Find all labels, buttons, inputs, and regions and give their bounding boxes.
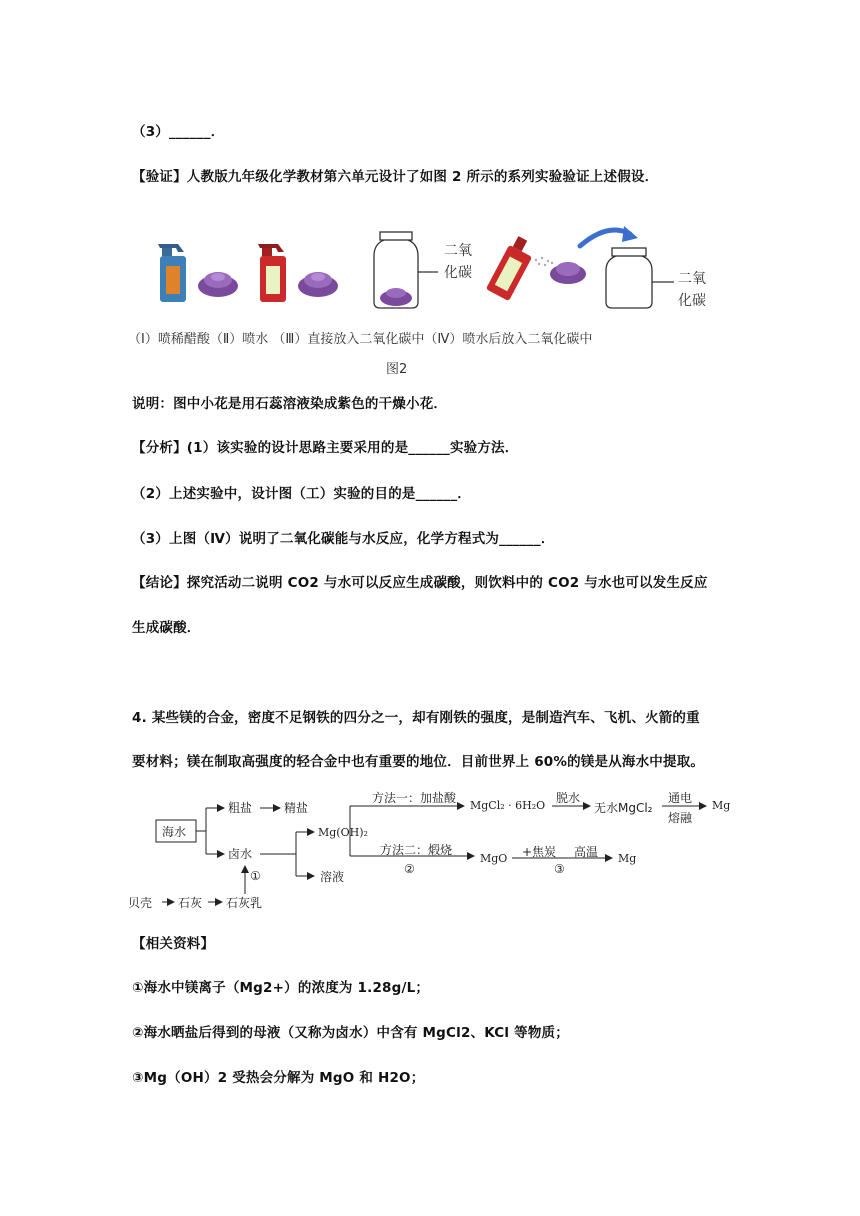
jar-4-icon	[606, 248, 674, 308]
conclusion-line-2: 生成碳酸．	[132, 620, 201, 636]
high-temp-label: 高温	[574, 845, 599, 859]
step-1-marker: ①	[250, 869, 261, 883]
flower-2-icon	[298, 272, 338, 297]
conclusion-line-1: 【结论】探究活动二说明 CO2 与水可以反应生成碳酸，则饮料中的 CO2 与水也可以发生反应	[132, 575, 708, 591]
jar-3-label-line1: 二氧	[444, 243, 472, 259]
jar-4-label-line1: 二氧	[678, 271, 706, 287]
coke-label: +焦炭	[522, 845, 557, 859]
mg-hydroxide: Mg(OH)₂	[318, 826, 368, 839]
dehydrate-label: 脱水	[556, 791, 581, 805]
question-4-line-2: 要材料；镁在制取高强度的轻合金中也有重要的地位．目前世界上 60%的镁是从海水中提取。	[132, 754, 705, 770]
info-2-line: ②海水晒盐后得到的母液（又称为卤水）中含有 MgCl2、KCl 等物质；	[132, 1025, 569, 1041]
question-4-line-1: 4. 某些镁的合金，密度不足钢铁的四分之一，却有刚铁的强度，是制造汽车、飞机、火箭的重	[132, 710, 700, 726]
method-1-label: 方法一：加盐酸	[372, 791, 457, 805]
related-info-heading: 【相关资料】	[132, 936, 215, 952]
spray-bottle-1-icon	[158, 244, 186, 302]
mgo: MgO	[480, 852, 508, 865]
note-line: 说明：图中小花是用石蕊溶液染成紫色的干燥小花．	[132, 396, 448, 412]
figure-2-caption: （Ⅰ）喷稀醋酸（Ⅱ）喷水 （Ⅲ）直接放入二氧化碳中（Ⅳ）喷水后放入二氧化碳中	[128, 332, 593, 347]
flower-1-icon	[198, 272, 238, 297]
mgcl2-hydrate: MgCl₂ · 6H₂O	[470, 799, 546, 812]
crude-salt: 粗盐	[228, 801, 253, 815]
step-2-marker: ②	[404, 862, 415, 876]
method-2-label: 方法二：煅烧	[380, 843, 453, 857]
anhydrous-mgcl2: 无水MgCl₂	[594, 801, 653, 815]
analysis-1-line: 【分析】(1）该实验的设计思路主要采用的是______实验方法．	[132, 440, 519, 456]
analysis-2-line: （2）上述实验中，设计图（工）实验的目的是______．	[132, 486, 471, 502]
lime-milk: 石灰乳	[226, 896, 263, 910]
electrolysis-label: 通电	[668, 791, 693, 805]
magnesium-flowchart	[128, 786, 738, 916]
solution: 溶液	[320, 870, 345, 884]
figure-2-drawing	[128, 222, 728, 322]
lime: 石灰	[178, 896, 203, 910]
analysis-3-line: （3）上图（Ⅳ）说明了二氧化碳能与水反应，化学方程式为______．	[132, 531, 555, 547]
spray-bottle-4-icon	[486, 234, 538, 301]
spray-mist-icon	[535, 257, 553, 266]
refined-salt: 精盐	[284, 801, 309, 815]
figure-2-title: 图2	[386, 362, 408, 377]
figure-2	[128, 222, 728, 382]
mg-product-1: Mg	[712, 799, 731, 812]
verify-line: 【验证】人教版九年级化学教材第六单元设计了如图 2 所示的系列实验验证上述假设．	[132, 169, 659, 185]
step-3-marker: ③	[554, 862, 565, 876]
spray-bottle-2-icon	[258, 244, 286, 302]
info-3-line: ③Mg（OH）2 受热会分解为 MgO 和 H2O；	[132, 1070, 425, 1086]
seawater-box: 海水	[162, 825, 187, 839]
molten-label: 熔融	[668, 811, 693, 825]
shell: 贝壳	[128, 896, 153, 910]
info-1-line: ①海水中镁离子（Mg2+）的浓度为 1.28g/L；	[132, 980, 430, 996]
mg-product-2: Mg	[618, 852, 637, 865]
jar-3-icon	[374, 232, 438, 308]
question-3-line: （3）______．	[132, 124, 225, 140]
brine: 卤水	[228, 847, 253, 861]
jar-4-label-line2: 化碳	[678, 293, 706, 309]
jar-3-label-line2: 化碳	[444, 265, 472, 281]
flower-4-icon	[550, 262, 586, 284]
